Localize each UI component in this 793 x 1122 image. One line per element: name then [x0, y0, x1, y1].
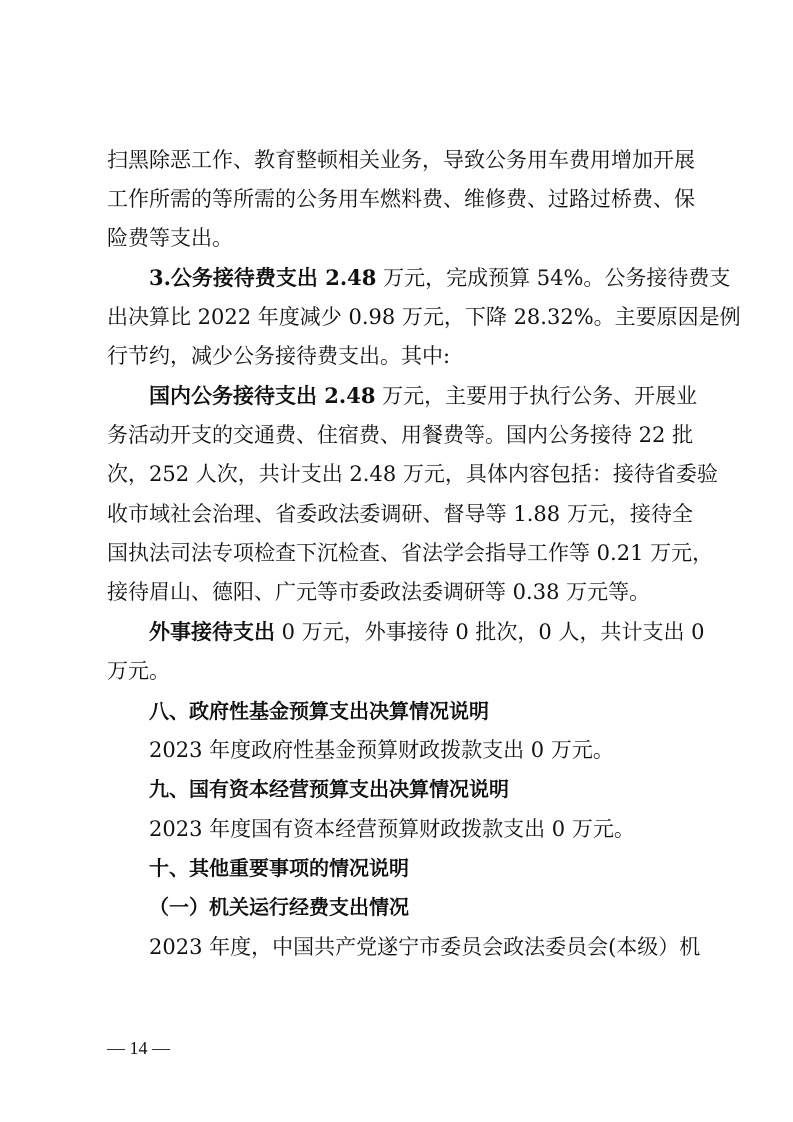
- subsection-heading: （一）机关运行经费支出情况: [149, 895, 409, 919]
- text-run: 0 万元，外事接待 0 批次，0 人，共计支出 0: [275, 620, 705, 644]
- section-heading: 十、其他重要事项的情况说明: [149, 856, 409, 880]
- paragraph-line: 万元。: [107, 659, 170, 683]
- paragraph-line: 出决算比 2022 年度减少 0.98 万元，下降 28.32%。主要原因是例: [107, 305, 741, 329]
- section-heading: 九、国有资本经营预算支出决算情况说明: [149, 777, 509, 801]
- paragraph-line: 2023 年度，中国共产党遂宁市委员会政法委员会(本级）机: [149, 935, 701, 959]
- bold-lead: 国内公务接待支出 2.48: [149, 383, 376, 408]
- paragraph-line: [149, 617, 705, 647]
- bold-lead: 3.公务接待费支出 2.48: [149, 265, 377, 290]
- paragraph-line: 工作所需的等所需的公务用车燃料费、维修费、过路过桥费、保: [107, 187, 695, 211]
- text-run: 万元，完成预算 54%。公务接待费支: [376, 266, 731, 290]
- paragraph-line: [149, 381, 698, 411]
- section-heading: 八、政府性基金预算支出决算情况说明: [149, 699, 489, 723]
- bold-lead: 外事接待支出: [149, 619, 275, 644]
- paragraph-line: 2023 年度国有资本经营预算财政拨款支出 0 万元。: [149, 817, 635, 841]
- paragraph-line: 接待眉山、德阳、广元等市委政法委调研等 0.38 万元等。: [107, 580, 651, 604]
- paragraph-line: 国执法司法专项检查下沉检查、省法学会指导工作等 0.21 万元，: [107, 541, 714, 565]
- text-run: 万元，主要用于执行公务、开展业: [375, 384, 698, 408]
- paragraph-line: 扫黑除恶工作、教育整顿相关业务，导致公务用车费用增加开展: [107, 148, 695, 172]
- paragraph-line: 收市域社会治理、省委政法委调研、督导等 1.88 万元，接待全: [107, 502, 693, 526]
- paragraph-line: 次，252 人次，共计支出 2.48 万元，具体内容包括：接待省委验: [107, 462, 718, 486]
- paragraph-line: 行节约，减少公务接待费支出。其中:: [107, 344, 451, 368]
- paragraph-line: 务活动开支的交通费、住宿费、用餐费等。国内公务接待 22 批: [107, 423, 694, 447]
- paragraph-line: 险费等支出。: [107, 226, 233, 250]
- page-number: — 14 —: [107, 1038, 170, 1058]
- paragraph-line: 2023 年度政府性基金预算财政拨款支出 0 万元。: [149, 738, 614, 762]
- paragraph-line: [149, 263, 731, 293]
